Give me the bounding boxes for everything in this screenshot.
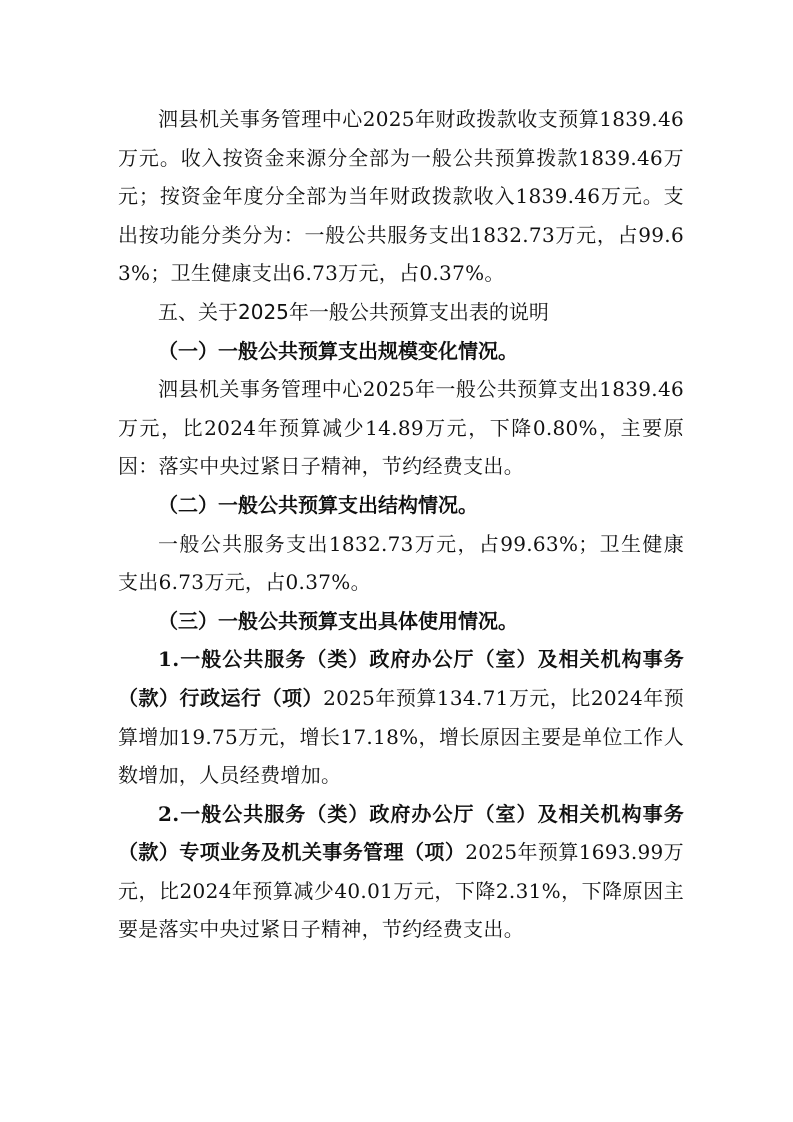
item-1-lead: 1.一般公共服务（类）政府办公厅（室）及相关机构事务（款）行政运行（项） xyxy=(118,647,684,710)
item-2-text: 2025年预算1693.99万元，比2024年预算减少40.01万元，下降2.31%，下降原因主要是落实中央过紧日子精神，节约经费支出。 xyxy=(118,840,684,942)
subheading-scale-change: （一）一般公共预算支出规模变化情况。 xyxy=(158,338,518,363)
paragraph-item-1 xyxy=(118,640,684,794)
item-2-lead: 2.一般公共服务（类）政府办公厅（室）及相关机构事务（款）专项业务及机关事务管理（项） xyxy=(118,801,684,865)
subheading-usage: （三）一般公共预算支出具体使用情况。 xyxy=(158,608,518,633)
paragraph-item-2 xyxy=(118,795,684,949)
item-1-text: 2025年预算134.71万元，比2024年预算增加19.75万元，增长17.18%，增长原因主要是单位工作人数增加，人员经费增加。 xyxy=(118,685,684,788)
paragraph-scale-change: 泗县机关事务管理中心2025年一般公共预算支出1839.46万元，比2024年预算减少14.89万元，下降0.80%，主要原因：落实中央过紧日子精神，节约经费支出。 xyxy=(118,377,684,479)
document-body xyxy=(118,100,684,949)
subheading-structure: （二）一般公共预算支出结构情况。 xyxy=(158,492,478,517)
section-heading-5: 五、关于2025年一般公共预算支出表的说明 xyxy=(158,299,549,324)
paragraph-budget-summary: 泗县机关事务管理中心2025年财政拨款收支预算1839.46万元。收入按资金来源分全部为一般公共预算拨款1839.46万元；按资金年度分全部为当年财政拨款收入1839.46万元。支出按功能分类分为：一般公共服务支出1832.73万元，占99.63%；卫生健康支出6.73万元，占0.37%。 xyxy=(118,107,684,286)
paragraph-structure: 一般公共服务支出1832.73万元，占99.63%；卫生健康支出6.73万元，占0.37%。 xyxy=(118,531,684,595)
